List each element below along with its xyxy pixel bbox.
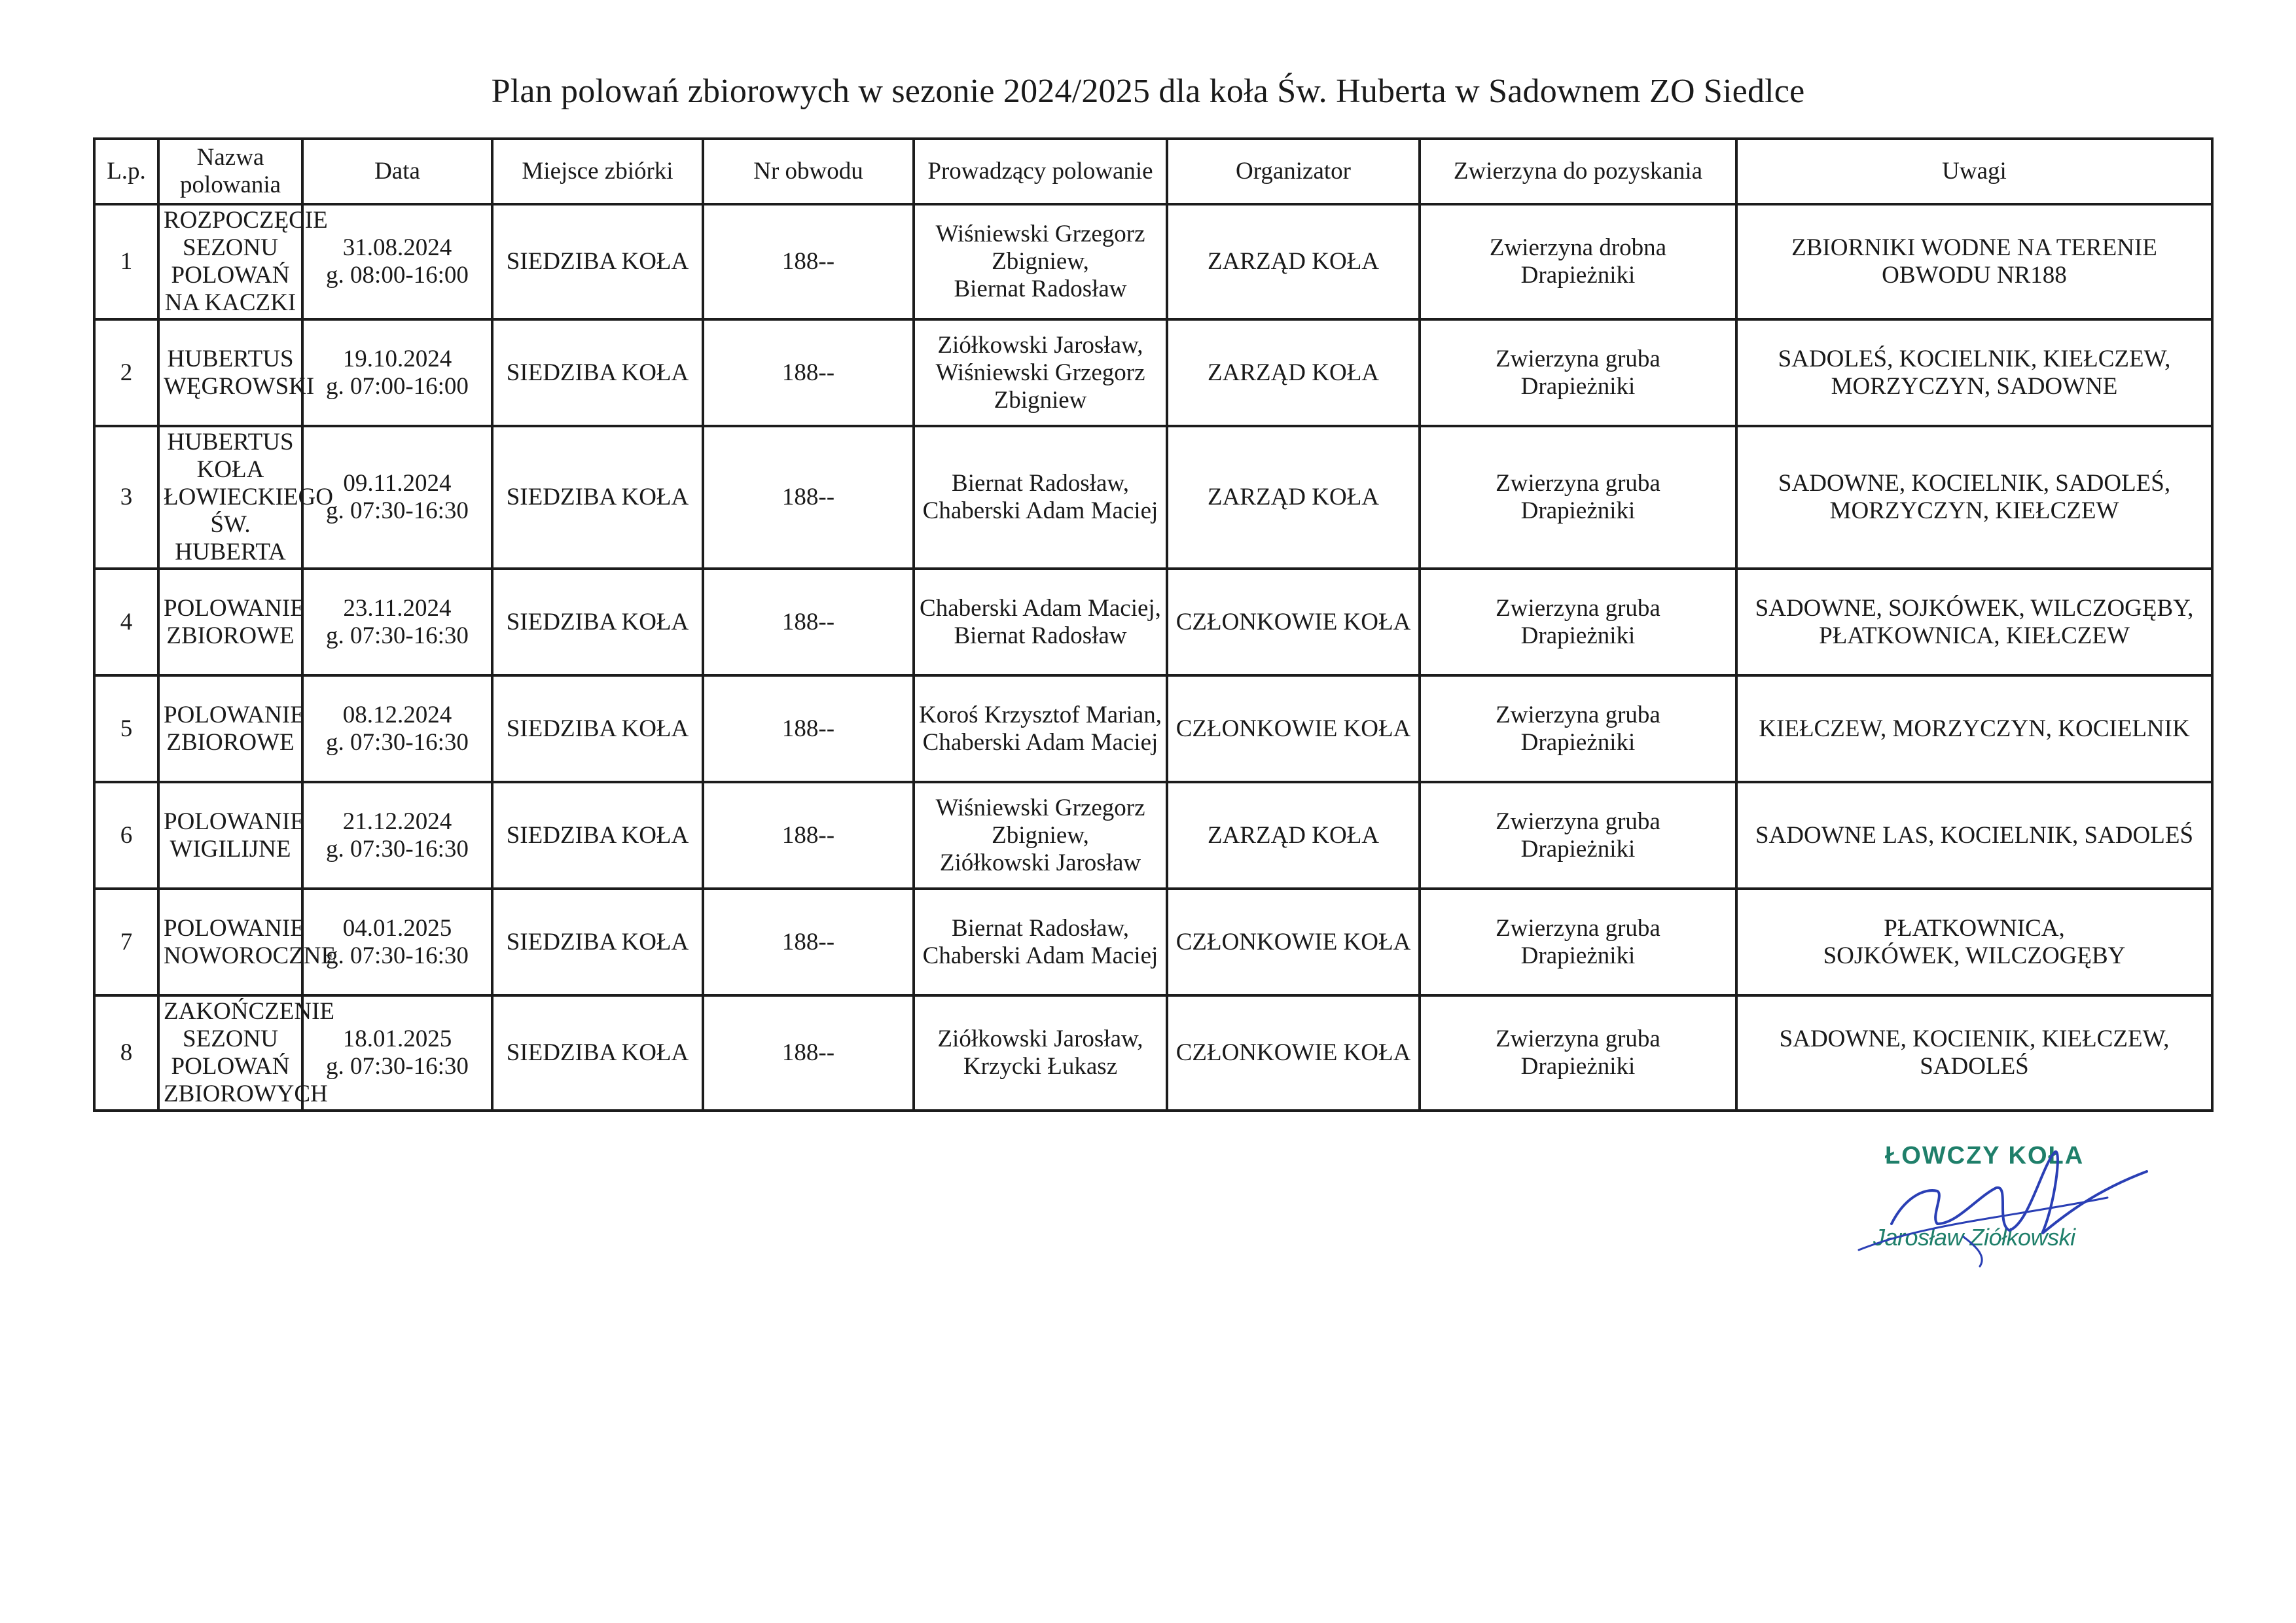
cell-district: 188-- (703, 889, 914, 995)
table-row (94, 782, 2212, 889)
table-row (94, 426, 2212, 569)
cell-lp: 7 (94, 889, 158, 995)
cell-organizer: CZŁONKOWIE KOŁA (1167, 889, 1420, 995)
document-title: Plan polowań zbiorowych w sezonie 2024/2025 dla koła Św. Huberta w Sadownem ZO Siedlce (491, 73, 1805, 110)
cell-leader: Chaberski Adam Maciej, Biernat Radosław (914, 569, 1167, 675)
cell-leader: Biernat Radosław, Chaberski Adam Maciej (914, 426, 1167, 569)
cell-date: 09.11.2024 g. 07:30-16:30 (302, 426, 492, 569)
cell-date: 23.11.2024 g. 07:30-16:30 (302, 569, 492, 675)
table-row (94, 319, 2212, 426)
cell-date: 31.08.2024 g. 08:00-16:00 (302, 204, 492, 319)
cell-lp: 5 (94, 675, 158, 782)
header-row (94, 139, 2212, 204)
cell-game: Zwierzyna gruba Drapieżniki (1420, 426, 1736, 569)
cell-name: POLOWANIE ZBIOROWE (158, 675, 302, 782)
cell-district: 188-- (703, 569, 914, 675)
header-name: Nazwa polowania (158, 139, 302, 204)
cell-name: ROZPOCZĘCIE SEZONU POLOWAŃ NA KACZKI (158, 204, 302, 319)
cell-game: Zwierzyna gruba Drapieżniki (1420, 782, 1736, 889)
header-place: Miejsce zbiórki (492, 139, 703, 204)
hunter-stamp-name: Jarosław Ziółkowski (1873, 1224, 2075, 1251)
cell-district: 188-- (703, 204, 914, 319)
cell-game: Zwierzyna drobna Drapieżniki (1420, 204, 1736, 319)
cell-notes: SADOWNE LAS, KOCIELNIK, SADOLEŚ (1736, 782, 2212, 889)
cell-leader: Ziółkowski Jarosław, Krzycki Łukasz (914, 995, 1167, 1111)
cell-leader: Wiśniewski Grzegorz Zbigniew, Ziółkowski Jarosław (914, 782, 1167, 889)
cell-date: 21.12.2024 g. 07:30-16:30 (302, 782, 492, 889)
cell-organizer: CZŁONKOWIE KOŁA (1167, 569, 1420, 675)
cell-district: 188-- (703, 426, 914, 569)
cell-organizer: CZŁONKOWIE KOŁA (1167, 995, 1420, 1111)
cell-notes: PŁATKOWNICA, SOJKÓWEK, WILCZOGĘBY (1736, 889, 2212, 995)
hunting-plan-table (93, 137, 2214, 1112)
table-row (94, 889, 2212, 995)
table-row (94, 204, 2212, 319)
cell-place: SIEDZIBA KOŁA (492, 995, 703, 1111)
cell-organizer: CZŁONKOWIE KOŁA (1167, 675, 1420, 782)
cell-place: SIEDZIBA KOŁA (492, 204, 703, 319)
cell-game: Zwierzyna gruba Drapieżniki (1420, 889, 1736, 995)
cell-date: 08.12.2024 g. 07:30-16:30 (302, 675, 492, 782)
cell-place: SIEDZIBA KOŁA (492, 889, 703, 995)
cell-game: Zwierzyna gruba Drapieżniki (1420, 995, 1736, 1111)
cell-lp: 8 (94, 995, 158, 1111)
cell-leader: Wiśniewski Grzegorz Zbigniew, Biernat Radosław (914, 204, 1167, 319)
header-leader: Prowadzący polowanie (914, 139, 1167, 204)
header-notes: Uwagi (1736, 139, 2212, 204)
cell-place: SIEDZIBA KOŁA (492, 675, 703, 782)
cell-name: POLOWANIE WIGILIJNE (158, 782, 302, 889)
cell-organizer: ZARZĄD KOŁA (1167, 782, 1420, 889)
cell-district: 188-- (703, 319, 914, 426)
handwritten-signature (1846, 1126, 2186, 1296)
cell-lp: 2 (94, 319, 158, 426)
cell-organizer: ZARZĄD KOŁA (1167, 426, 1420, 569)
header-district: Nr obwodu (703, 139, 914, 204)
cell-lp: 1 (94, 204, 158, 319)
cell-lp: 3 (94, 426, 158, 569)
cell-organizer: ZARZĄD KOŁA (1167, 319, 1420, 426)
header-date: Data (302, 139, 492, 204)
header-lp: L.p. (94, 139, 158, 204)
cell-district: 188-- (703, 675, 914, 782)
cell-place: SIEDZIBA KOŁA (492, 569, 703, 675)
cell-notes: KIEŁCZEW, MORZYCZYN, KOCIELNIK (1736, 675, 2212, 782)
cell-game: Zwierzyna gruba Drapieżniki (1420, 675, 1736, 782)
cell-name: ZAKOŃCZENIE SEZONU POLOWAŃ ZBIOROWYCH (158, 995, 302, 1111)
cell-name: HUBERTUS KOŁA ŁOWIECKIEGO ŚW. HUBERTA (158, 426, 302, 569)
header-organizer: Organizator (1167, 139, 1420, 204)
table-row (94, 569, 2212, 675)
cell-date: 04.01.2025 g. 07:30-16:30 (302, 889, 492, 995)
cell-game: Zwierzyna gruba Drapieżniki (1420, 569, 1736, 675)
cell-name: POLOWANIE ZBIOROWE (158, 569, 302, 675)
cell-district: 188-- (703, 995, 914, 1111)
cell-leader: Ziółkowski Jarosław, Wiśniewski Grzegorz Zbigniew (914, 319, 1167, 426)
cell-notes: SADOLEŚ, KOCIELNIK, KIEŁCZEW, MORZYCZYN, SADOWNE (1736, 319, 2212, 426)
cell-place: SIEDZIBA KOŁA (492, 319, 703, 426)
cell-notes: SADOWNE, KOCIENIK, KIEŁCZEW, SADOLEŚ (1736, 995, 2212, 1111)
cell-place: SIEDZIBA KOŁA (492, 782, 703, 889)
cell-lp: 4 (94, 569, 158, 675)
cell-notes: ZBIORNIKI WODNE NA TERENIE OBWODU NR188 (1736, 204, 2212, 319)
table-row (94, 675, 2212, 782)
cell-name: POLOWANIE NOWOROCZNE (158, 889, 302, 995)
cell-leader: Biernat Radosław, Chaberski Adam Maciej (914, 889, 1167, 995)
cell-notes: SADOWNE, SOJKÓWEK, WILCZOGĘBY, PŁATKOWNICA, KIEŁCZEW (1736, 569, 2212, 675)
cell-date: 19.10.2024 g. 07:00-16:00 (302, 319, 492, 426)
cell-game: Zwierzyna gruba Drapieżniki (1420, 319, 1736, 426)
header-game: Zwierzyna do pozyskania (1420, 139, 1736, 204)
table-row (94, 995, 2212, 1111)
cell-notes: SADOWNE, KOCIELNIK, SADOLEŚ, MORZYCZYN, KIEŁCZEW (1736, 426, 2212, 569)
cell-place: SIEDZIBA KOŁA (492, 426, 703, 569)
cell-name: HUBERTUS WĘGROWSKI (158, 319, 302, 426)
cell-district: 188-- (703, 782, 914, 889)
cell-date: 18.01.2025 g. 07:30-16:30 (302, 995, 492, 1111)
cell-lp: 6 (94, 782, 158, 889)
cell-leader: Koroś Krzysztof Marian, Chaberski Adam Maciej (914, 675, 1167, 782)
hunter-stamp-title: ŁOWCZY KOŁA (1885, 1142, 2085, 1169)
cell-organizer: ZARZĄD KOŁA (1167, 204, 1420, 319)
